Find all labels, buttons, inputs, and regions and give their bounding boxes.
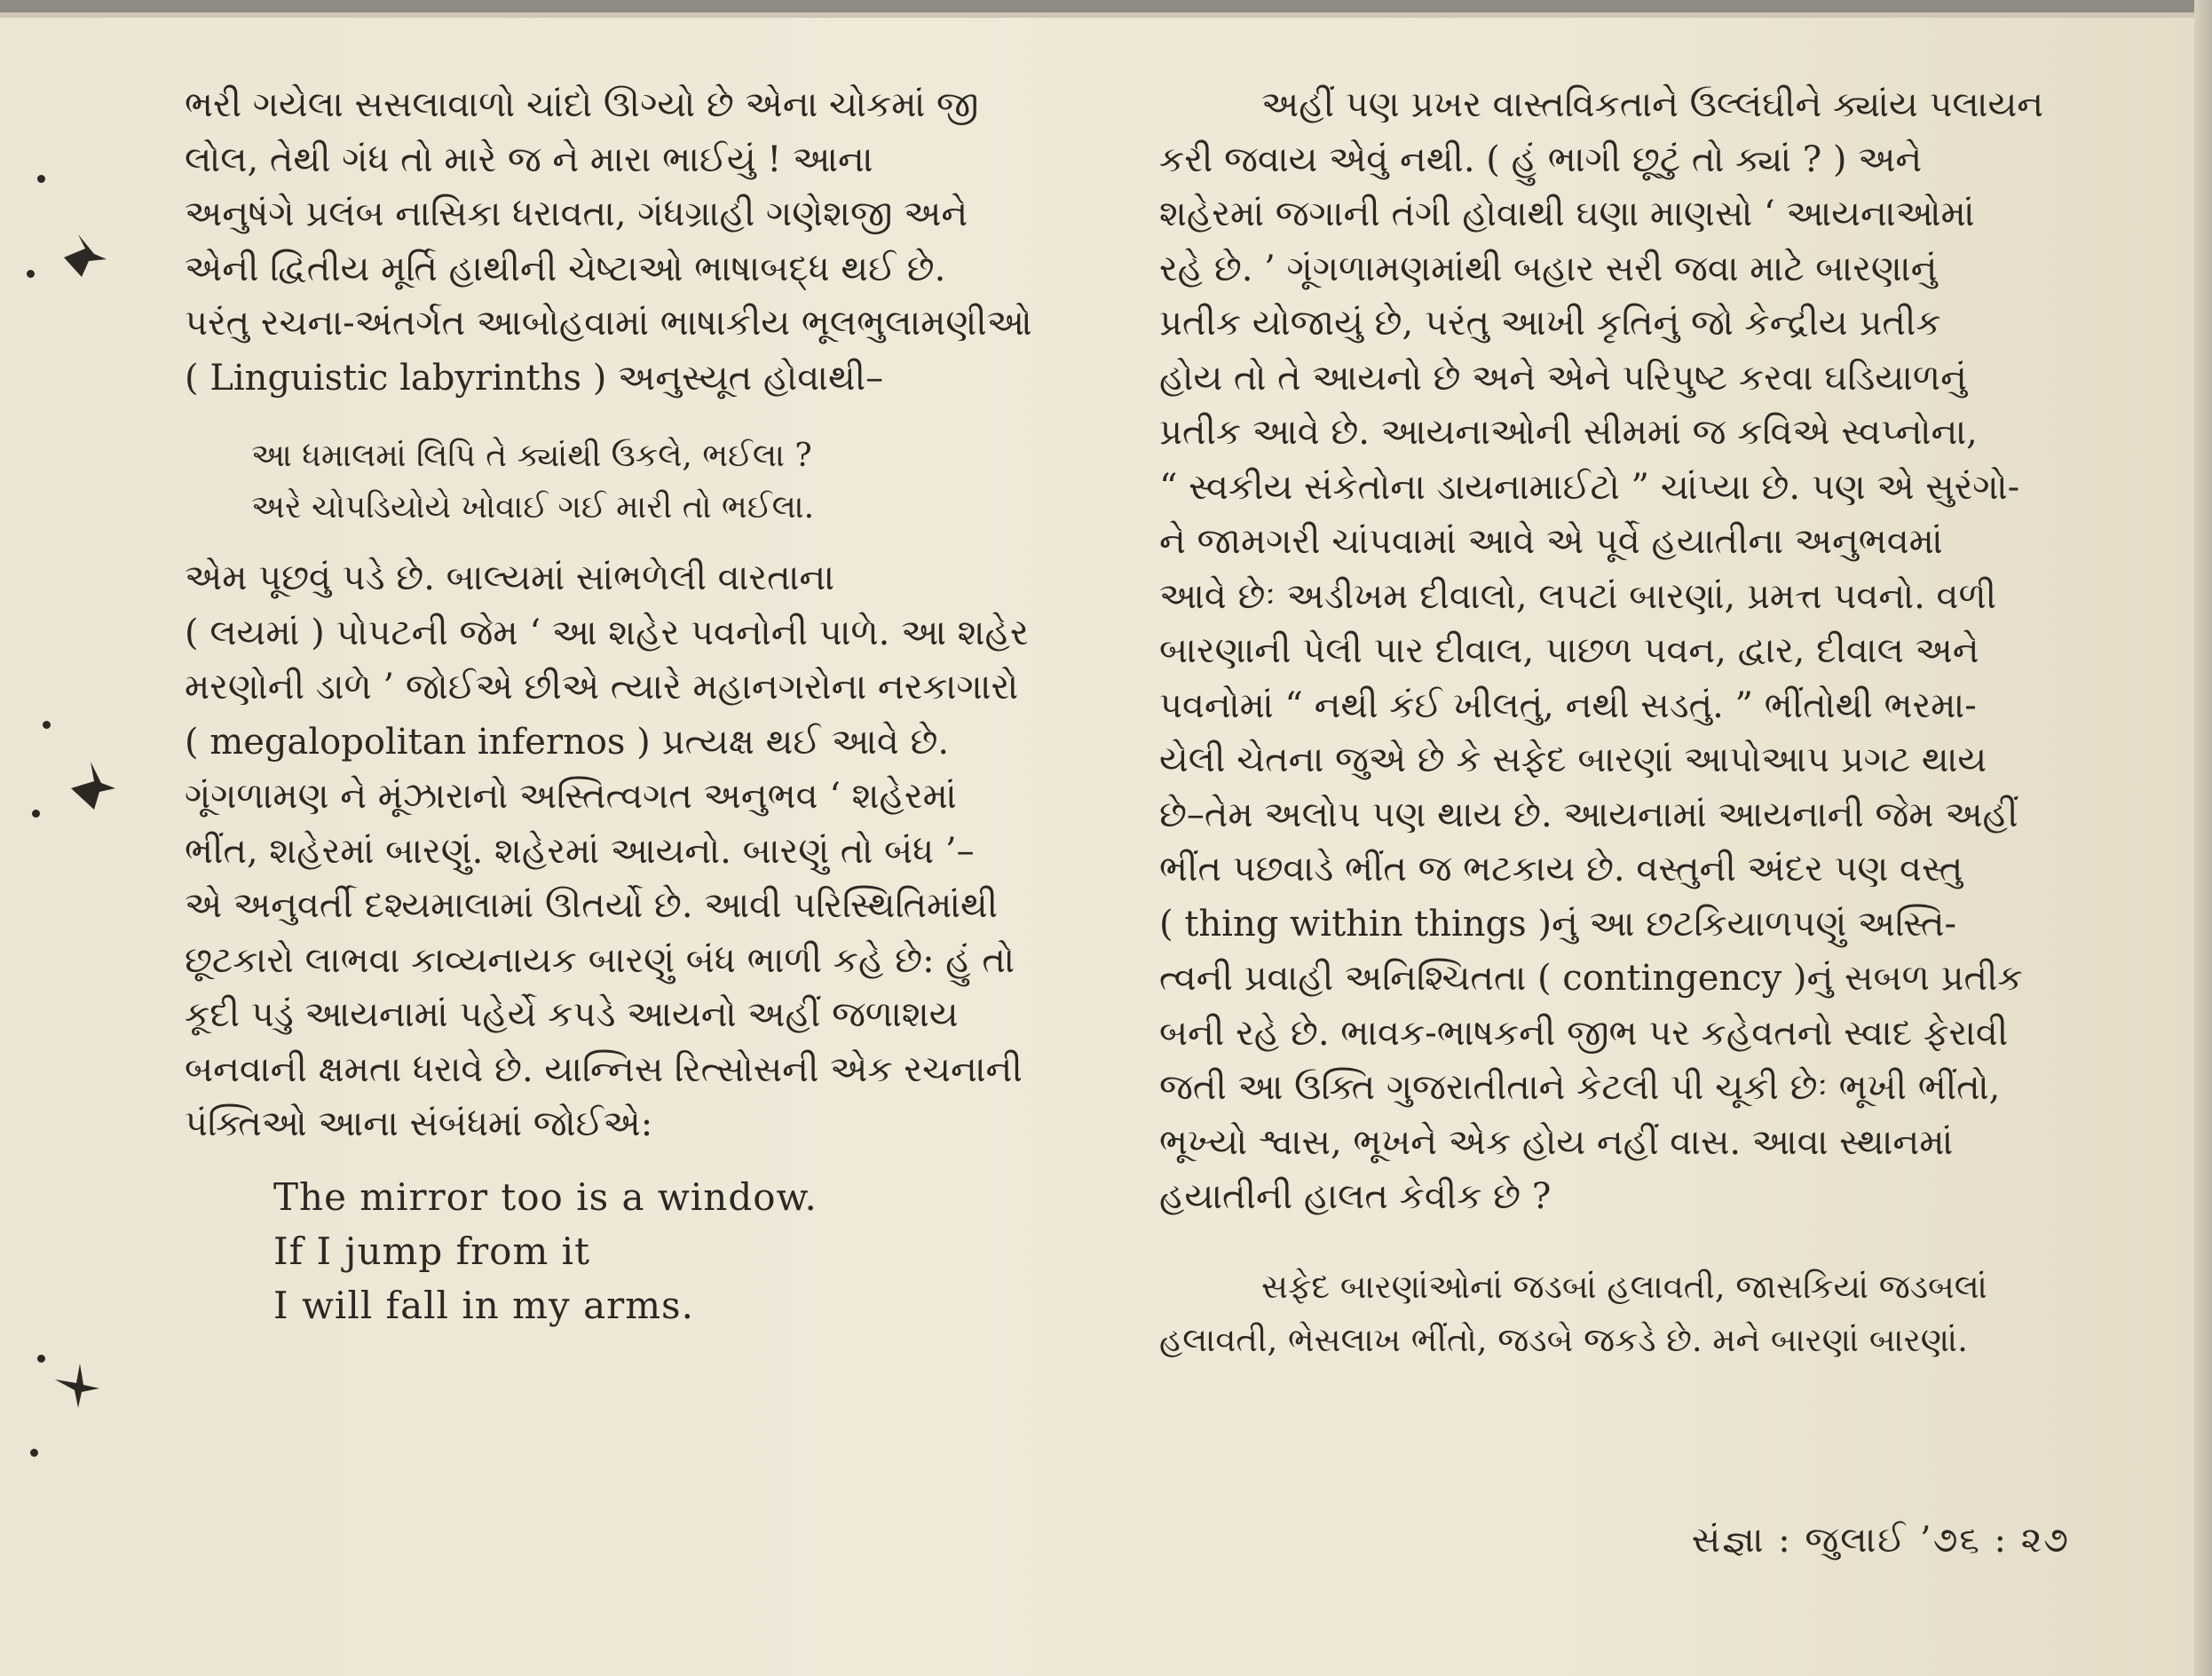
text-line: ભીંત પછવાડે ભીંત જ ભટકાય છે. વસ્તુની અંદર પણ વસ્તુ <box>1159 849 1963 889</box>
text-line: આવે છેઃ અડીખમ દીવાલો, લપટાં બારણાં, પ્રમત્ત પવનો. વળી <box>1159 575 1997 617</box>
right-quoted-verse <box>1159 1261 2068 1367</box>
text-line: પ્રતીક યોજાયું છે, પરંતુ આખી કૃતિનું જો કેન્દ્રીય પ્રતીક <box>1159 303 1941 344</box>
text-line: પ્રતીક આવે છે. આયનાઓની સીમમાં જ કવિએ સ્વપ્નોના, <box>1159 412 1978 453</box>
text-line: પવનોમાં “ નથી કંઈ ખીલતું, નથી સડતું. ” ભીંતોથી ભરમા- <box>1159 684 1977 726</box>
text-line: બનવાની ક્ષમતા ધરાવે છે. યાન્નિસ રિત્સોસની એક રચનાની <box>185 1048 1023 1090</box>
text-line: જતી આ ઉક્તિ ગુજરાતીતાને કેટલી પી ચૂકી છેઃ ભૂખી ભીંતો, <box>1159 1067 2001 1108</box>
left-quoted-verse <box>185 431 1090 534</box>
text-line: શહેરમાં જગાની તંગી હોવાથી ઘણા માણસો ‘ આયનાઓમાં <box>1159 194 1975 234</box>
text-line: ( megalopolitan infernos ) પ્રત્યક્ષ થઈ આવે છે. <box>185 721 950 763</box>
punch-hole <box>37 175 45 183</box>
left-paragraph-1 <box>185 78 1090 406</box>
left-paragraph-2 <box>185 551 1090 1152</box>
punch-hole <box>37 1355 45 1363</box>
punch-hole <box>27 270 35 278</box>
english-verse-quote <box>185 1170 1090 1332</box>
verse-line: અરે ચોપડિયોયે ખોવાઈ ગઈ મારી તો ભઈલા. <box>251 489 815 526</box>
verse-line: આ ધમાલમાં લિપિ તે ક્યાંથી ઉકલે, ભઈલા ? <box>251 438 812 474</box>
text-line: પંક્તિઓ આના સંબંધમાં જોઈએ: <box>185 1103 653 1144</box>
text-line: રહે છે. ’ ગૂંગળામણમાંથી બહાર સરી જવા માટે બારણાનું <box>1159 248 1938 289</box>
text-line: ભરી ગયેલા સસલાવાળો ચાંદો ઊગ્યો છે એના ચોકમાં જી <box>185 84 979 125</box>
verse-line: હલાવતી, ભેસલાખ ભીંતો, જડબે જકડે છે. મને બારણાં બારણાં. <box>1159 1320 1968 1359</box>
text-line: પરંતુ રચના-અંતર્ગત આબોહવામાં ભાષાકીય ભૂલભુલામણીઓ <box>185 303 1032 344</box>
text-line: છે–તેમ અલોપ પણ થાય છે. આયનામાં આયનાની જેમ અહીં <box>1159 794 2018 835</box>
text-line: “ સ્વકીય સંકેતોના ડાયનામાઈટો ” ચાંપ્યા છે. પણ એ સુરંગો- <box>1159 466 2020 508</box>
punch-hole <box>30 1449 38 1457</box>
text-line: મરણોની ડાળે ’ જોઈએ છીએ ત્યારે મહાનગરોના નરકાગારો <box>185 667 1019 708</box>
text-line: અહીં પણ પ્રખર વાસ્તવિકતાને ઉલ્લંઘીને ક્યાંય પલાયન <box>1261 84 2044 125</box>
tear-mark-icon <box>51 1360 101 1410</box>
verse-line: The mirror too is a window. <box>273 1174 818 1219</box>
text-line: ( thing within things )નું આ છટકિયાળપણું અસ્તિ- <box>1159 903 1956 945</box>
text-line: બની રહે છે. ભાવક-ભાષકની જીભ પર કહેવતનો સ્વાદ ફેરાવી <box>1159 1012 2009 1054</box>
tear-mark-icon <box>59 233 108 282</box>
text-line: ને જામગરી ચાંપવામાં આવે એ પૂર્વે હયાતીના અનુભવમાં <box>1159 521 1943 562</box>
page-top-edge <box>0 0 2212 12</box>
right-column <box>1159 78 2068 1367</box>
text-line: એમ પૂછવું પડે છે. બાલ્યમાં સાંભળેલી વારતાના <box>185 557 835 598</box>
text-line: યેલી ચેતના જુએ છે કે સફેદ બારણાં આપોઆપ પ્રગટ થાય <box>1159 739 1987 780</box>
text-line: ( લયમાં ) પોપટની જેમ ‘ આ શહેર પવનોની પાળે. આ શહેર <box>185 612 1029 653</box>
left-column <box>185 78 1090 1332</box>
page-folio: સંજ્ઞા : જુલાઈ ’૭૬ : ૨૭ <box>1691 1520 2070 1561</box>
text-line: છૂટકારો લાભવા કાવ્યનાયક બારણું બંધ ભાળી કહે છે: હું તો <box>185 939 1015 981</box>
text-line: હોય તો તે આયનો છે અને એને પરિપુષ્ટ કરવા ઘડિયાળનું <box>1159 357 1967 399</box>
text-line: કરી જવાય એવું નથી. ( હું ભાગી છૂટું તો ક્યાં ? ) અને <box>1159 138 1923 180</box>
page-top-shadow <box>0 12 2212 18</box>
punch-hole <box>32 810 40 818</box>
verse-line: સફેદ બારણાંઓનાં જડબાં હલાવતી, જાસકિયાં જડબલાં <box>1261 1267 1987 1306</box>
text-line: ગૂંગળામણ ને મૂંઝારાનો અસ્તિત્વગત અનુભવ ‘ શહેરમાં <box>185 776 957 817</box>
punch-hole <box>43 721 51 729</box>
right-paragraph-1 <box>1159 78 2068 1225</box>
text-line: કૂદી પડું આયનામાં પહેર્યે કપડે આયનો અહીં જળાશય <box>185 994 959 1035</box>
text-line: એની દ્વિતીય મૂર્તિ હાથીની ચેષ્ટાઓ ભાષાબદ્ધ થઈ છે. <box>185 248 946 289</box>
text-line: એ અનુવર્તી દશ્યમાલામાં ઊતર્યો છે. આવી પરિસ્થિતિમાંથી <box>185 885 999 926</box>
text-line: બારણાની પેલી પાર દીવાલ, પાછળ પવન, દ્વાર, દીવાલ અને <box>1159 630 1979 671</box>
text-line: લોલ, તેથી ગંધ તો મારે જ ને મારા ભાઈયું ! આના <box>185 138 873 180</box>
text-line: ( Linguistic labyrinths ) અનુસ્યૂત હોવાથી– <box>185 357 884 399</box>
text-line: ભૂખ્યો શ્વાસ, ભૂખને એક હોય નહીં વાસ. આવા સ્થાનમાં <box>1159 1121 1954 1163</box>
tear-mark-icon <box>67 762 117 811</box>
verse-line: I will fall in my arms. <box>273 1283 694 1327</box>
text-line: અનુષંગે પ્રલંબ નાસિકા ધરાવતા, ગંધગ્રાહી ગણેશજી અને <box>185 194 968 234</box>
text-line: ભીંત, શહેરમાં બારણું. શહેરમાં આયનો. બારણું તો બંધ ’– <box>185 830 975 872</box>
text-line: હયાતીની હાલત કેવીક છે ? <box>1159 1176 1552 1217</box>
text-line: ત્વની પ્રવાહી અનિશ્ચિતતા ( contingency )નું સબળ પ્રતીક <box>1159 958 2023 999</box>
page-right-edge <box>2194 0 2212 1676</box>
verse-line: If I jump from it <box>273 1229 590 1273</box>
